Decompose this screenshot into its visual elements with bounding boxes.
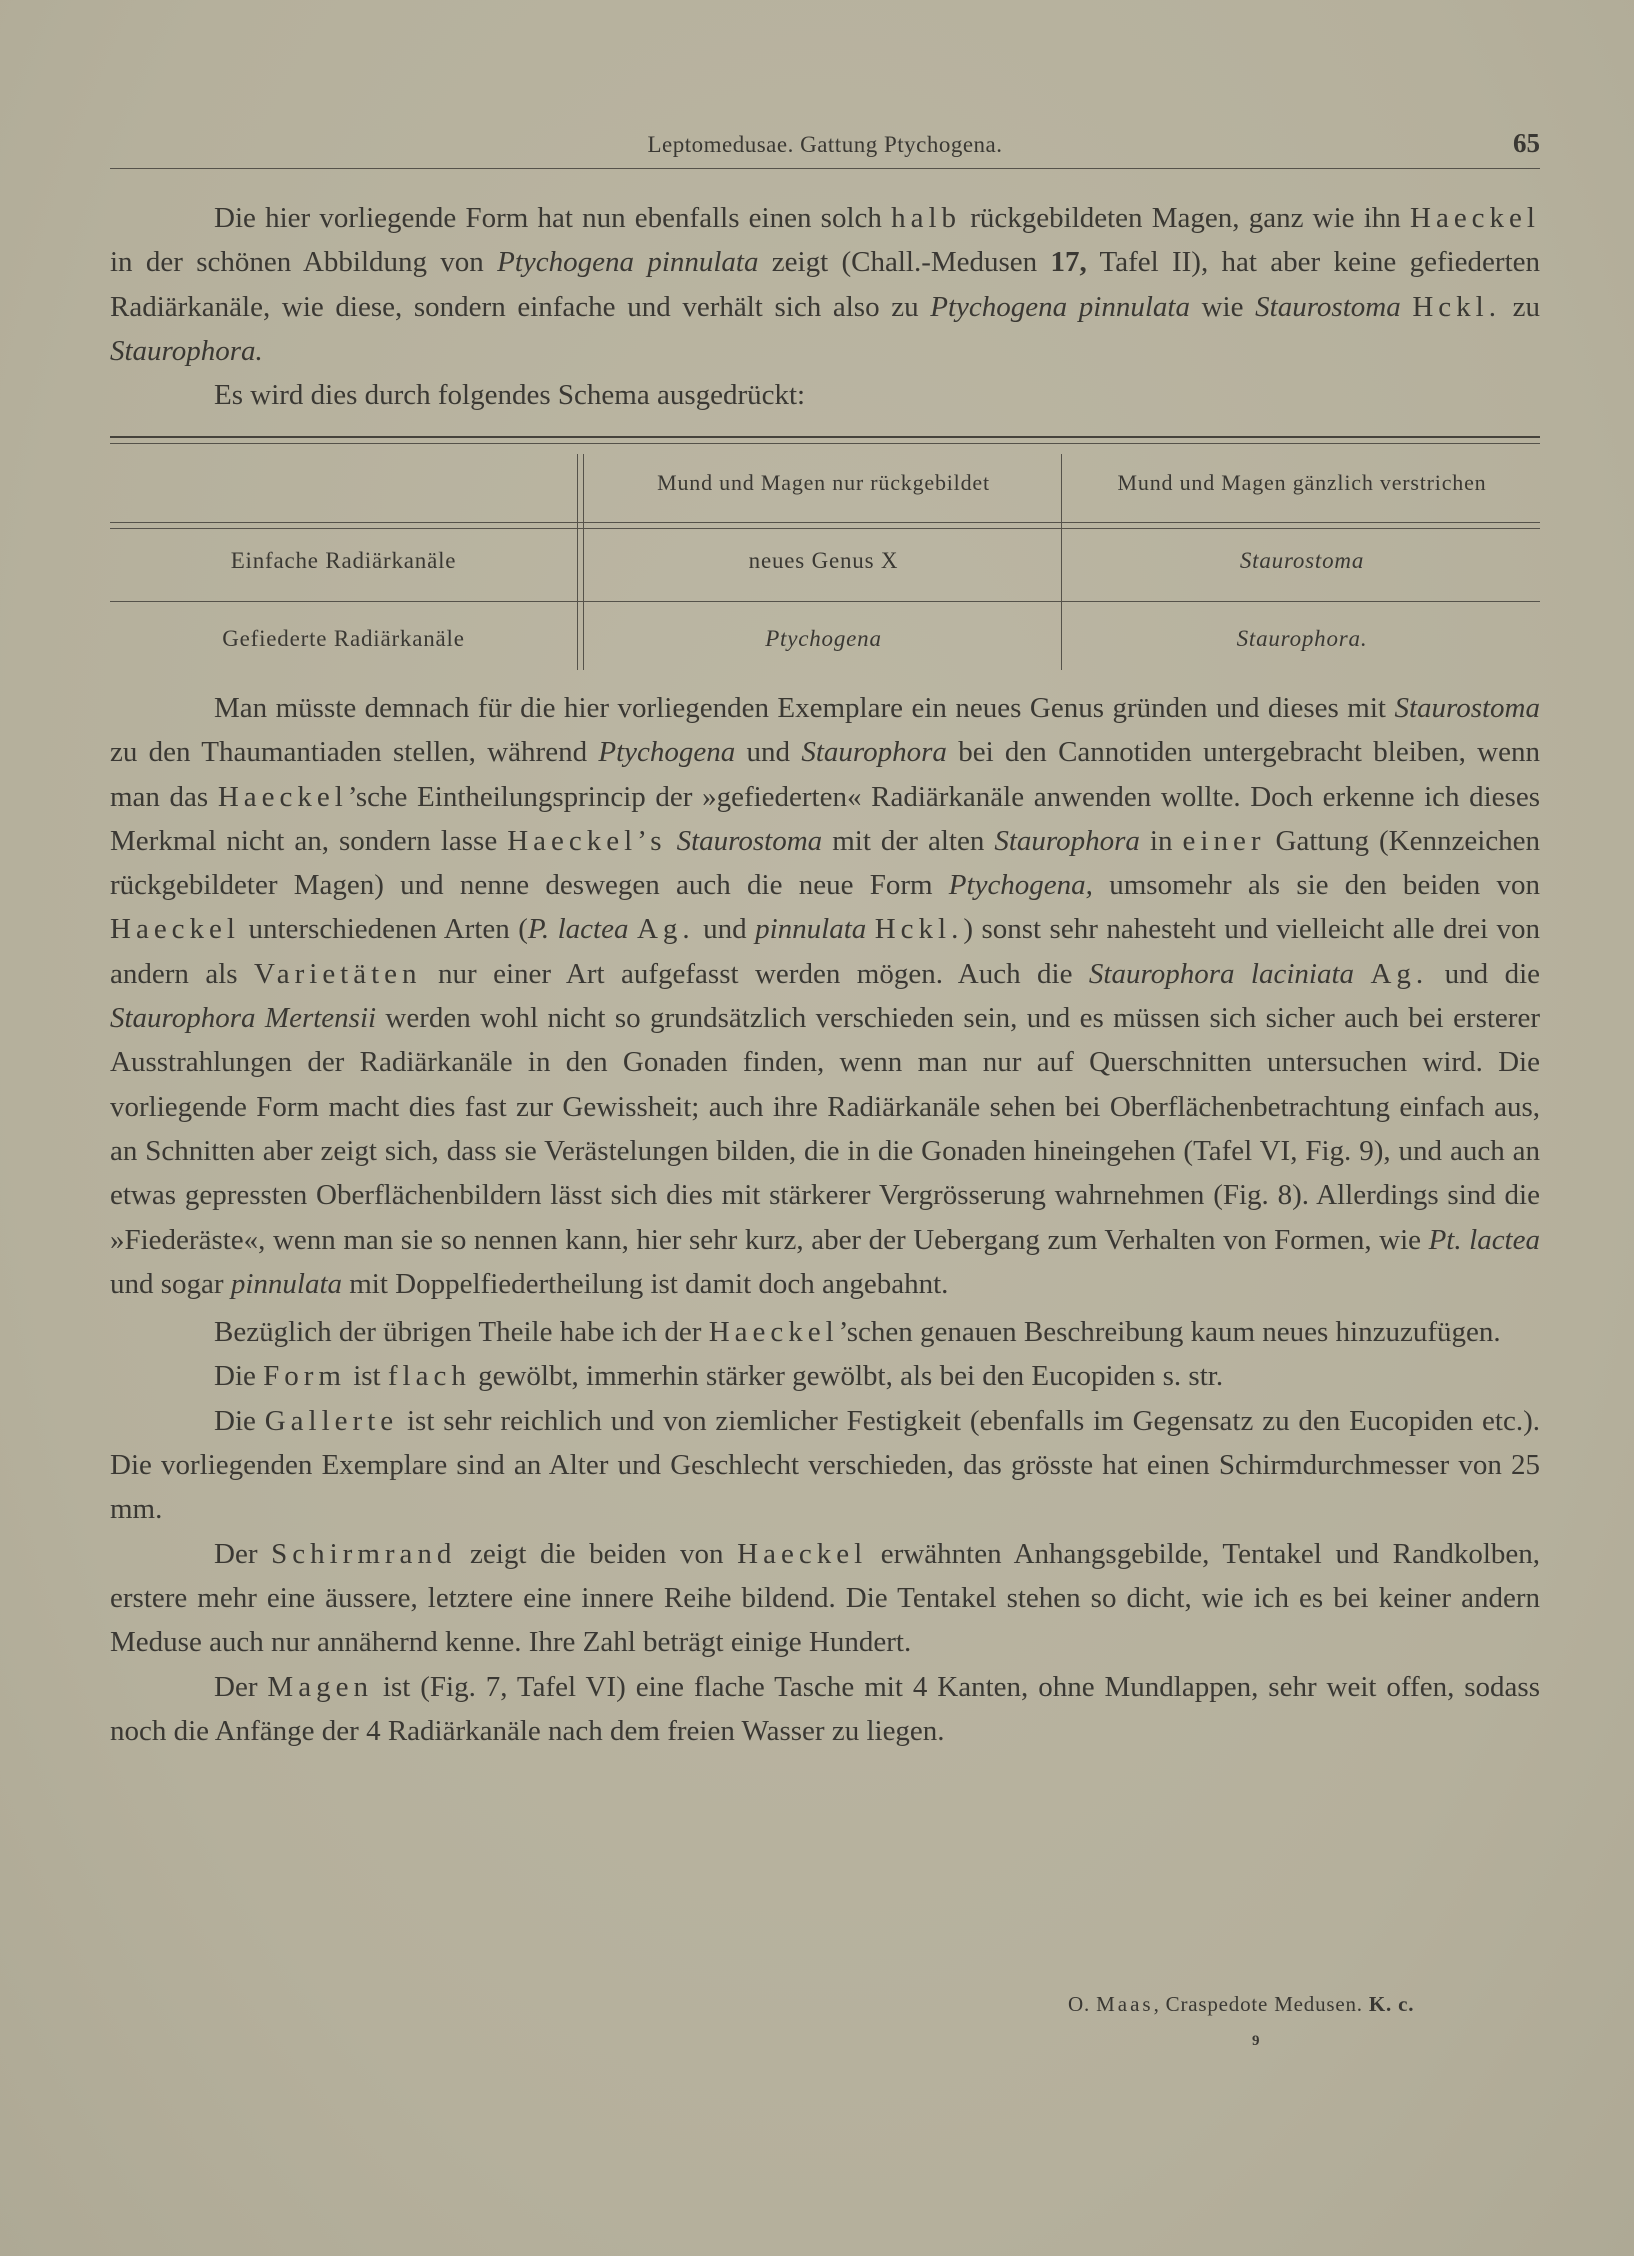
taxon-name: Ptychogena pinnulata <box>930 290 1190 323</box>
spaced-text: Schirmrand <box>271 1537 457 1570</box>
spaced-text: flach <box>387 1360 471 1393</box>
text-run: ist (Fig. 7, Tafel VI) eine flache Tasche mit 4 Kanten, ohne Mundlappen, sehr weit offen, sodass noch die Anfänge der 4 Radiärkanäle nach dem freien Wasser zu liegen. <box>110 1670 1540 1747</box>
taxon-name: Staurostoma <box>1255 290 1401 323</box>
text-run: mit der alten <box>822 824 995 857</box>
text-run: Der <box>214 1670 268 1703</box>
table-column-line <box>577 454 578 670</box>
text-run: bei den Cannotiden untergebracht bleiben, wenn man das <box>110 736 1540 813</box>
text-run: ’schen genauen Beschreibung kaum neues hinzuzufügen. <box>838 1316 1501 1349</box>
taxon-name: Staurophora <box>801 736 947 769</box>
text-run: , Craspedote Medusen. <box>1153 1992 1369 2016</box>
text-run: Bezüglich der übrigen Theile habe ich der <box>214 1316 709 1349</box>
text-run: werden wohl nicht so grundsätzlich verschieden sein, und es müssen sich sicher auch bei ersterer Ausstrahlungen der Radiärkanäle in den Gonaden finden, wenn man nur auf Querschnitten untersuchen wird. Die vorliegende Form macht dies fast zur Gewissheit; auch ihre Radiärkanäle sehen bei Oberflächenbetrachtung einfach aus, an Schnitten aber zeigt sich, dass sie Verästelungen bilden, die in die Gonaden hineingehen (Tafel VI, Fig. 9), und auch an etwas gepressten Oberflächenbildern lässt sich dies mit stärkerer Vergrösserung wahrnehmen (Fig. 8). Allerdings sind die »Fiederäste«, wenn man sie so nennen kann, hier sehr kurz, aber der Uebergang zum Verhalten von Formen, wie <box>110 1002 1540 1256</box>
main-paragraph-5 <box>110 1532 1540 1665</box>
author-name: Haeckel <box>217 780 348 813</box>
author-name: Maas <box>1096 1992 1154 2016</box>
author-name: Ag. <box>1370 957 1429 990</box>
text-run: Die hier vorliegende Form hat nun ebenfalls einen solch <box>214 202 892 234</box>
row-1-cell-2: Staurostoma <box>1239 548 1365 573</box>
taxon-name: Staurophora <box>994 824 1140 857</box>
text-run: und <box>694 913 756 946</box>
running-head <box>110 128 1540 169</box>
author-name: Haeckel <box>1410 202 1540 234</box>
text-run: und <box>735 736 802 769</box>
table-rule <box>110 443 1540 444</box>
author-name: Haeckel’s <box>507 824 667 857</box>
text-run: rückgebildeten Magen, ganz wie ihn <box>961 202 1410 234</box>
taxon-name: Staurostoma <box>1394 692 1540 724</box>
row-2-cell-1: Ptychogena <box>765 626 882 651</box>
taxon-name: Staurostoma <box>676 824 823 857</box>
intro-paragraph-1 <box>110 196 1540 373</box>
taxon-name: Staurophora Mertensii <box>110 1002 377 1035</box>
text-run: wie <box>1189 290 1256 323</box>
text-run: ’sche Eintheilungsprincip der »gefiederten« Radiärkanäle anwenden wollte. Doch erkenne ich dieses Merkmal nicht an, sondern lasse <box>110 780 1540 857</box>
text-run: und die <box>1428 957 1540 990</box>
text-run <box>667 825 677 857</box>
taxon-name: Staurophora laciniata <box>1088 957 1355 990</box>
text-run: in <box>1139 824 1183 857</box>
page-number: 65 <box>1513 128 1540 158</box>
row-1-cell-1: neues Genus X <box>748 548 899 573</box>
table-column-line <box>583 454 584 670</box>
column-header-2: Mund und Magen gänzlich verstrichen <box>1117 470 1487 495</box>
schema-table <box>110 436 1540 680</box>
main-paragraph-4 <box>110 1399 1540 1532</box>
row-label-1: Einfache Radiärkanäle <box>230 548 457 573</box>
table-rule <box>110 436 1540 438</box>
taxon-name: pinnulata <box>755 913 867 946</box>
text-run: Man müsste demnach für die hier vorliegenden Exemplare ein neues Genus gründen und dieses mit <box>214 692 1395 724</box>
text-run: unterschiedenen Arten ( <box>240 913 528 946</box>
text-run: erwähnten Anhangsgebilde, Tentakel und Randkolben, erstere mehr eine äussere, letztere eine innere Reihe bildend. Die Tentakel stehen so dicht, wie ich es bei keiner andern Meduse auch nur annähernd kenne. Ihre Zahl beträgt einige Hundert. <box>110 1537 1540 1659</box>
text-run: zeigt (Chall.-Medusen <box>758 246 1051 279</box>
text-run <box>628 913 636 945</box>
text-run: Der <box>214 1537 272 1570</box>
text-run: Die <box>214 1404 265 1437</box>
author-name: Ag. <box>636 913 695 946</box>
volume-number: 17, <box>1050 246 1087 279</box>
text-run: zeigt die beiden von <box>456 1537 738 1570</box>
intro-paragraph-2: Es wird dies durch folgendes Schema ausgedrückt: <box>214 379 806 412</box>
column-header-1: Mund und Magen nur rückgebildet <box>657 470 990 495</box>
text-run <box>1401 291 1413 323</box>
spaced-text: einer <box>1182 824 1266 857</box>
text-run: ist <box>345 1360 388 1393</box>
taxon-name: Ptychogena <box>598 736 736 769</box>
main-paragraph-1 <box>110 686 1540 1306</box>
table-rule <box>110 528 1540 529</box>
author-name: Haeckel <box>737 1537 868 1570</box>
text-run: gewölbt, immerhin stärker gewölbt, als bei den Eucopiden s. str. <box>470 1360 1224 1393</box>
intro-text <box>110 196 1540 417</box>
author-name: Haeckel <box>110 913 240 946</box>
table-rule <box>110 601 1540 602</box>
footer-signature <box>1068 1992 1414 2017</box>
sheet-number: 9 <box>1252 2033 1260 2049</box>
author-name: Hckl. <box>874 913 964 946</box>
author-name: Hckl. <box>1412 290 1501 323</box>
text-run: Gattung (Kennzeichen rückgebildeter Magen) und nenne deswegen auch die neue Form <box>110 824 1540 902</box>
text-run: und sogar <box>110 1267 231 1300</box>
text-run: nur einer Art aufgefasst werden mögen. Auch die <box>421 957 1089 990</box>
text-run: O. <box>1068 1992 1097 2016</box>
main-paragraph-2 <box>110 1310 1540 1354</box>
spaced-text: Gallerte <box>264 1404 399 1437</box>
taxon-name: P. lactea <box>527 913 629 946</box>
text-run: zu <box>1500 290 1541 323</box>
text-run: Die <box>214 1360 264 1393</box>
row-2-cell-2: Staurophora. <box>1236 626 1368 651</box>
main-paragraph-3 <box>110 1354 1540 1398</box>
main-text <box>110 686 1540 1753</box>
spaced-text: Form <box>263 1360 346 1393</box>
text-run <box>866 913 874 945</box>
signature-mark: K. c. <box>1368 1992 1415 2016</box>
row-label-2: Gefiederte Radiärkanäle <box>222 626 465 651</box>
taxon-name: Ptychogena, <box>948 869 1093 902</box>
table-rule <box>110 522 1540 523</box>
table-column-line <box>1061 454 1062 670</box>
text-run: umsomehr als sie den beiden von <box>1092 869 1540 902</box>
spaced-text: Varietäten <box>254 957 422 990</box>
text-run: zu den Thaumantiaden stellen, während <box>110 736 599 769</box>
taxon-name: pinnulata <box>230 1267 342 1300</box>
text-run: ist sehr reichlich und von ziemlicher Festigkeit (ebenfalls im Gegensatz zu den Eucopiden etc.). Die vorliegenden Exemplare sind an Alter und Geschlecht verschieden, das grösste hat einen Schirmdurchmesser von 25 mm. <box>110 1404 1540 1526</box>
text-run: mit Doppelfiedertheilung ist damit doch angebahnt. <box>342 1267 949 1300</box>
spaced-text: halb <box>891 202 962 234</box>
spaced-text: Magen <box>267 1670 373 1703</box>
running-title: Leptomedusae. Gattung Ptychogena. <box>647 132 1003 157</box>
author-name: Haeckel <box>708 1316 839 1349</box>
text-run: in der schönen Abbildung von <box>110 246 498 279</box>
taxon-name: Staurophora. <box>110 334 263 367</box>
text-run: Tafel II), hat aber keine gefiederten Radiärkanäle, wie diese, sondern einfache und verhält sich also zu <box>110 246 1540 323</box>
main-paragraph-6 <box>110 1665 1540 1754</box>
taxon-name: Pt. lactea <box>1428 1223 1540 1256</box>
text-run <box>1354 958 1370 990</box>
taxon-name: Ptychogena pinnulata <box>497 246 759 279</box>
text-run: ) sonst sehr nahesteht und vielleicht alle drei von andern als <box>110 913 1541 990</box>
